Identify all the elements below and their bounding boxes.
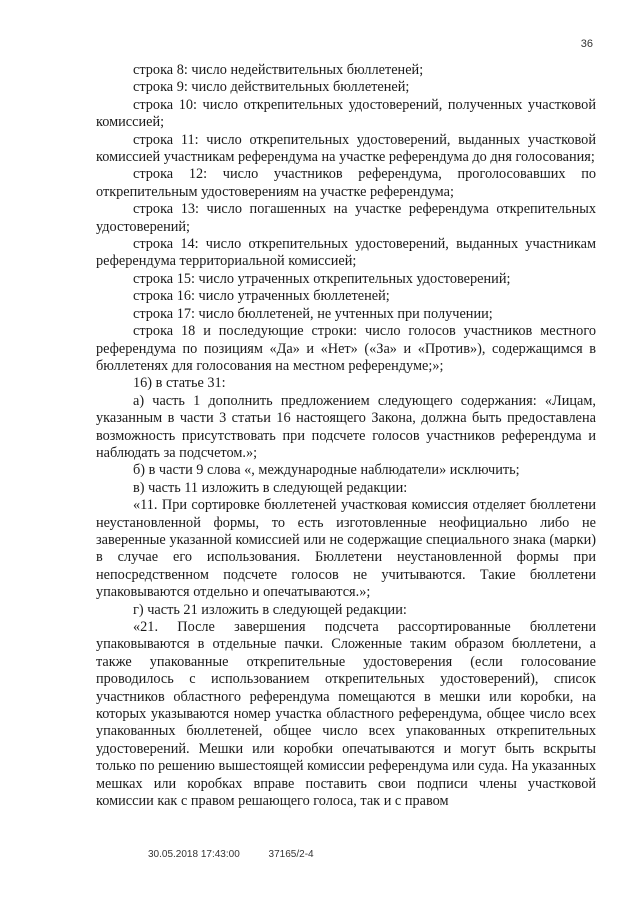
page-number: 36 [580, 38, 593, 50]
paragraph: в) часть 11 изложить в следующей редакции: [133, 479, 408, 496]
paragraph: строка 9: число действительных бюллетеней; [133, 79, 410, 96]
paragraph: строка 16: число утраченных бюллетеней; [133, 288, 390, 305]
paragraph: строка 13: число погашенных на участке референдума открепительных удостоверений; [96, 201, 596, 235]
quoted-paragraph: «11. При сортировке бюллетеней участковая комиссия отделяет бюллетени неустановленной формы, то есть изготовленные неофициально либо не заверенные указанной комиссией или не содержащие специального знака (марки) в случае его использования. Бюллетени неустановленной формы при непосредственном подсчете голосов не учитываются. Такие бюллетени упаковываются отдельно и опечатываются.»; [96, 497, 596, 601]
paragraph: 16) в статье 31: [133, 375, 226, 392]
paragraph: строка 8: число недействительных бюллетеней; [133, 62, 424, 78]
footer-timestamp: 30.05.2018 17:43:00 [148, 849, 240, 860]
paragraph: а) часть 1 дополнить предложением следующего содержания: «Лицам, указанным в части 3 статьи 16 настоящего Закона, должна быть предоставлена возможность присутствовать при подсчете голосов участников референдума и наблюдать за подсчетом.»; [96, 392, 596, 461]
document-body [96, 62, 596, 810]
paragraph: строка 14: число открепительных удостоверений, выданных участникам референдума территориальной комиссией; [96, 236, 596, 270]
paragraph: строка 17: число бюллетеней, не учтенных при получении; [133, 305, 493, 322]
paragraph: строка 10: число открепительных удостоверений, полученных участковой комиссией; [96, 96, 596, 131]
quoted-paragraph: «21. После завершения подсчета рассортированные бюллетени упаковываются в отдельные пачки. Сложенные таким образом бюллетени, а также упакованные открепительные удостоверения (если голосование проводилось с использованием открепительных удостоверений), список участников областного референдума помещаются в мешки или коробки, на которых указываются номер участка областного референдума, общее число всех упакованных бюллетеней, общее число всех упакованных открепительных удостоверений. Мешки или коробки опечатываются и могут быть вскрыты только по решению вышестоящей комиссии референдума или суда. На указанных мешках или коробках вправе поставить свои подписи члены участковой комиссии как с правом решающего голоса, так и с правом [96, 619, 596, 810]
footer-document-id: 37165/2-4 [268, 849, 314, 860]
paragraph: строка 15: число утраченных открепительных удостоверений; [133, 270, 511, 287]
footer [148, 849, 340, 860]
paragraph: б) в части 9 слова «, международные наблюдатели» исключить; [133, 462, 520, 479]
paragraph: г) часть 21 изложить в следующей редакции: [133, 601, 407, 618]
paragraph: строка 18 и последующие строки: число голосов участников местного референдума по позициям «Да» и «Нет» («За» и «Против»), содержащимся в бюллетенях для голосования на местном референдуме;»; [96, 323, 596, 374]
paragraph: строка 11: число открепительных удостоверений, выданных участковой комиссией участникам референдума на участке референдума до дня голосования; [96, 131, 596, 166]
paragraph: строка 12: число участников референдума, проголосовавших по открепительным удостоверениям на участке референдума; [96, 166, 596, 200]
